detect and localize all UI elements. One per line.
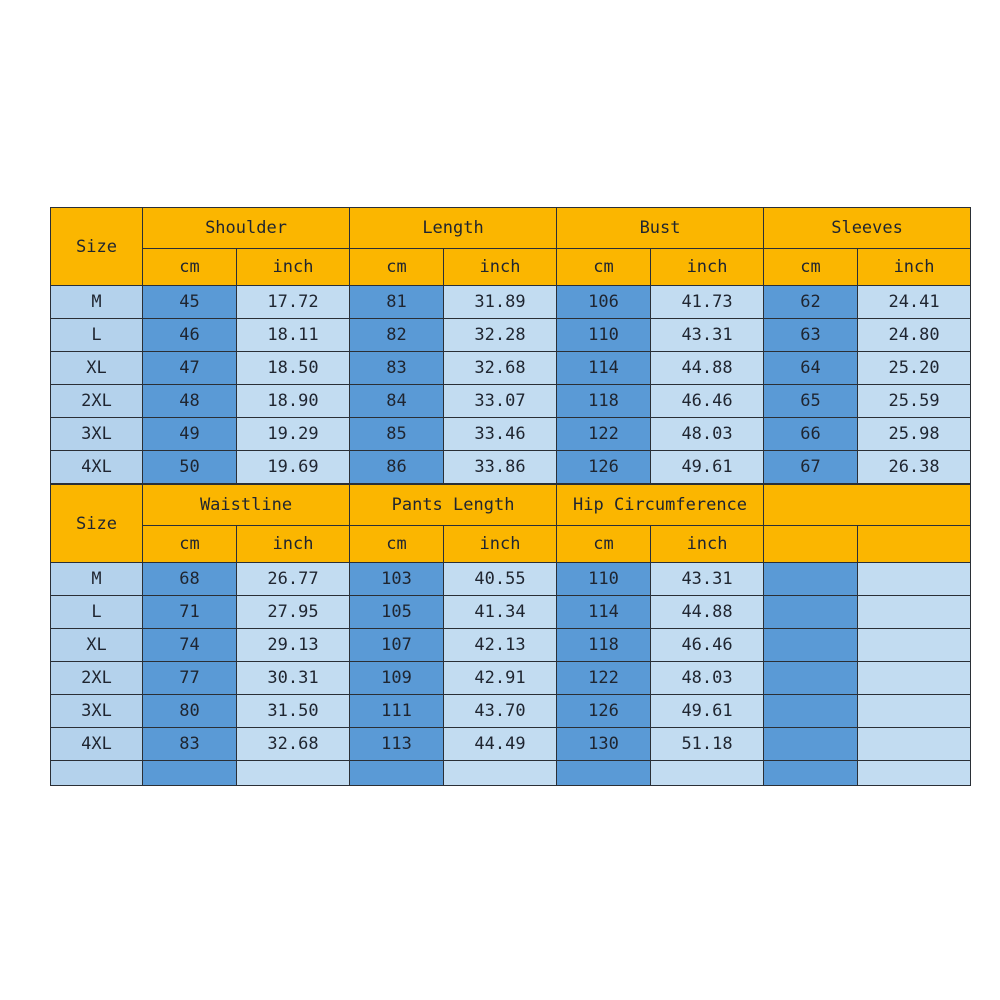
inch-value-cell: 18.11 — [237, 319, 350, 352]
size-cell: 2XL — [51, 662, 143, 695]
measurement-group-header: Bust — [557, 208, 764, 249]
cm-value-cell: 83 — [143, 728, 237, 761]
cm-value-cell: 103 — [350, 563, 444, 596]
size-row — [51, 319, 971, 352]
cm-value-cell: 62 — [764, 286, 858, 319]
inch-value-cell: 49.61 — [651, 695, 764, 728]
inch-value-cell: 41.73 — [651, 286, 764, 319]
unit-inch-header: inch — [858, 249, 971, 286]
inch-value-cell: 31.50 — [237, 695, 350, 728]
empty-value-cell — [764, 629, 858, 662]
inch-value-cell: 24.80 — [858, 319, 971, 352]
size-chart-table — [50, 207, 971, 786]
cm-value-cell: 114 — [557, 352, 651, 385]
empty-value-cell — [858, 728, 971, 761]
size-chart — [50, 207, 947, 786]
inch-value-cell: 46.46 — [651, 385, 764, 418]
cm-value-cell: 64 — [764, 352, 858, 385]
cm-value-cell: 84 — [350, 385, 444, 418]
size-row — [51, 385, 971, 418]
inch-value-cell: 33.07 — [444, 385, 557, 418]
size-cell: M — [51, 563, 143, 596]
cm-value-cell: 46 — [143, 319, 237, 352]
size-row — [51, 352, 971, 385]
measurements-section-1 — [51, 208, 971, 485]
group-header-row — [51, 484, 971, 526]
unit-cm-header: cm — [143, 526, 237, 563]
size-cell: XL — [51, 352, 143, 385]
size-header: Size — [51, 484, 143, 563]
unit-cm-header: cm — [764, 249, 858, 286]
unit-header-row — [51, 526, 971, 563]
cm-value-cell: 77 — [143, 662, 237, 695]
empty-value-cell — [764, 662, 858, 695]
inch-value-cell: 41.34 — [444, 596, 557, 629]
empty-value-cell — [237, 761, 350, 786]
empty-value-cell — [764, 563, 858, 596]
size-cell: M — [51, 286, 143, 319]
size-cell: 3XL — [51, 695, 143, 728]
inch-value-cell: 29.13 — [237, 629, 350, 662]
unit-header-row — [51, 249, 971, 286]
inch-value-cell: 43.70 — [444, 695, 557, 728]
inch-value-cell: 31.89 — [444, 286, 557, 319]
inch-value-cell: 19.69 — [237, 451, 350, 485]
cm-value-cell: 130 — [557, 728, 651, 761]
empty-value-cell — [764, 728, 858, 761]
cm-value-cell: 48 — [143, 385, 237, 418]
inch-value-cell: 49.61 — [651, 451, 764, 485]
unit-inch-header: inch — [651, 249, 764, 286]
inch-value-cell: 43.31 — [651, 319, 764, 352]
cm-value-cell: 82 — [350, 319, 444, 352]
inch-value-cell: 42.91 — [444, 662, 557, 695]
cm-value-cell: 105 — [350, 596, 444, 629]
cm-value-cell: 85 — [350, 418, 444, 451]
cm-value-cell: 65 — [764, 385, 858, 418]
empty-value-cell — [444, 761, 557, 786]
cm-value-cell: 50 — [143, 451, 237, 485]
size-row — [51, 629, 971, 662]
unit-inch-header: inch — [444, 526, 557, 563]
empty-value-cell — [858, 629, 971, 662]
empty-value-cell — [143, 761, 237, 786]
inch-value-cell: 40.55 — [444, 563, 557, 596]
cm-value-cell: 122 — [557, 418, 651, 451]
size-row — [51, 728, 971, 761]
inch-value-cell: 25.20 — [858, 352, 971, 385]
measurements-section-2 — [51, 484, 971, 786]
empty-unit-header — [764, 526, 858, 563]
empty-row — [51, 761, 971, 786]
measurement-group-header: Length — [350, 208, 557, 249]
empty-size-cell — [51, 761, 143, 786]
size-row — [51, 662, 971, 695]
unit-inch-header: inch — [237, 249, 350, 286]
measurement-group-header: Sleeves — [764, 208, 971, 249]
unit-cm-header: cm — [350, 249, 444, 286]
inch-value-cell: 30.31 — [237, 662, 350, 695]
size-row — [51, 418, 971, 451]
measurement-group-header: Waistline — [143, 484, 350, 526]
inch-value-cell: 32.68 — [444, 352, 557, 385]
cm-value-cell: 126 — [557, 695, 651, 728]
cm-value-cell: 45 — [143, 286, 237, 319]
size-cell: 2XL — [51, 385, 143, 418]
size-row — [51, 695, 971, 728]
inch-value-cell: 27.95 — [237, 596, 350, 629]
unit-cm-header: cm — [557, 249, 651, 286]
inch-value-cell: 25.59 — [858, 385, 971, 418]
size-cell: L — [51, 319, 143, 352]
cm-value-cell: 126 — [557, 451, 651, 485]
cm-value-cell: 110 — [557, 319, 651, 352]
empty-value-cell — [858, 761, 971, 786]
cm-value-cell: 66 — [764, 418, 858, 451]
empty-value-cell — [651, 761, 764, 786]
size-row — [51, 451, 971, 485]
empty-value-cell — [764, 596, 858, 629]
cm-value-cell: 80 — [143, 695, 237, 728]
cm-value-cell: 111 — [350, 695, 444, 728]
empty-unit-header — [858, 526, 971, 563]
cm-value-cell: 81 — [350, 286, 444, 319]
inch-value-cell: 33.46 — [444, 418, 557, 451]
cm-value-cell: 86 — [350, 451, 444, 485]
measurement-group-header: Pants Length — [350, 484, 557, 526]
size-row — [51, 563, 971, 596]
size-cell: XL — [51, 629, 143, 662]
empty-value-cell — [858, 563, 971, 596]
cm-value-cell: 67 — [764, 451, 858, 485]
cm-value-cell: 118 — [557, 629, 651, 662]
empty-value-cell — [858, 695, 971, 728]
inch-value-cell: 19.29 — [237, 418, 350, 451]
empty-value-cell — [557, 761, 651, 786]
unit-inch-header: inch — [651, 526, 764, 563]
size-cell: 4XL — [51, 451, 143, 485]
cm-value-cell: 122 — [557, 662, 651, 695]
cm-value-cell: 114 — [557, 596, 651, 629]
size-cell: 4XL — [51, 728, 143, 761]
cm-value-cell: 109 — [350, 662, 444, 695]
inch-value-cell: 44.88 — [651, 352, 764, 385]
unit-cm-header: cm — [350, 526, 444, 563]
cm-value-cell: 49 — [143, 418, 237, 451]
size-cell: L — [51, 596, 143, 629]
unit-inch-header: inch — [444, 249, 557, 286]
inch-value-cell: 26.77 — [237, 563, 350, 596]
group-header-row — [51, 208, 971, 249]
unit-cm-header: cm — [143, 249, 237, 286]
inch-value-cell: 51.18 — [651, 728, 764, 761]
size-header: Size — [51, 208, 143, 286]
measurement-group-header: Hip Circumference — [557, 484, 764, 526]
cm-value-cell: 47 — [143, 352, 237, 385]
empty-value-cell — [858, 596, 971, 629]
empty-value-cell — [764, 695, 858, 728]
inch-value-cell: 26.38 — [858, 451, 971, 485]
inch-value-cell: 32.28 — [444, 319, 557, 352]
measurement-group-header: Shoulder — [143, 208, 350, 249]
inch-value-cell: 48.03 — [651, 662, 764, 695]
cm-value-cell: 113 — [350, 728, 444, 761]
size-cell: 3XL — [51, 418, 143, 451]
cm-value-cell: 107 — [350, 629, 444, 662]
inch-value-cell: 33.86 — [444, 451, 557, 485]
empty-value-cell — [858, 662, 971, 695]
inch-value-cell: 44.49 — [444, 728, 557, 761]
cm-value-cell: 106 — [557, 286, 651, 319]
inch-value-cell: 43.31 — [651, 563, 764, 596]
size-row — [51, 286, 971, 319]
empty-value-cell — [350, 761, 444, 786]
cm-value-cell: 74 — [143, 629, 237, 662]
cm-value-cell: 68 — [143, 563, 237, 596]
inch-value-cell: 42.13 — [444, 629, 557, 662]
inch-value-cell: 18.50 — [237, 352, 350, 385]
inch-value-cell: 44.88 — [651, 596, 764, 629]
inch-value-cell: 48.03 — [651, 418, 764, 451]
unit-cm-header: cm — [557, 526, 651, 563]
empty-group-header — [764, 484, 971, 526]
cm-value-cell: 63 — [764, 319, 858, 352]
inch-value-cell: 32.68 — [237, 728, 350, 761]
inch-value-cell: 25.98 — [858, 418, 971, 451]
inch-value-cell: 46.46 — [651, 629, 764, 662]
unit-inch-header: inch — [237, 526, 350, 563]
inch-value-cell: 18.90 — [237, 385, 350, 418]
inch-value-cell: 17.72 — [237, 286, 350, 319]
cm-value-cell: 71 — [143, 596, 237, 629]
empty-value-cell — [764, 761, 858, 786]
size-row — [51, 596, 971, 629]
inch-value-cell: 24.41 — [858, 286, 971, 319]
cm-value-cell: 118 — [557, 385, 651, 418]
cm-value-cell: 110 — [557, 563, 651, 596]
cm-value-cell: 83 — [350, 352, 444, 385]
